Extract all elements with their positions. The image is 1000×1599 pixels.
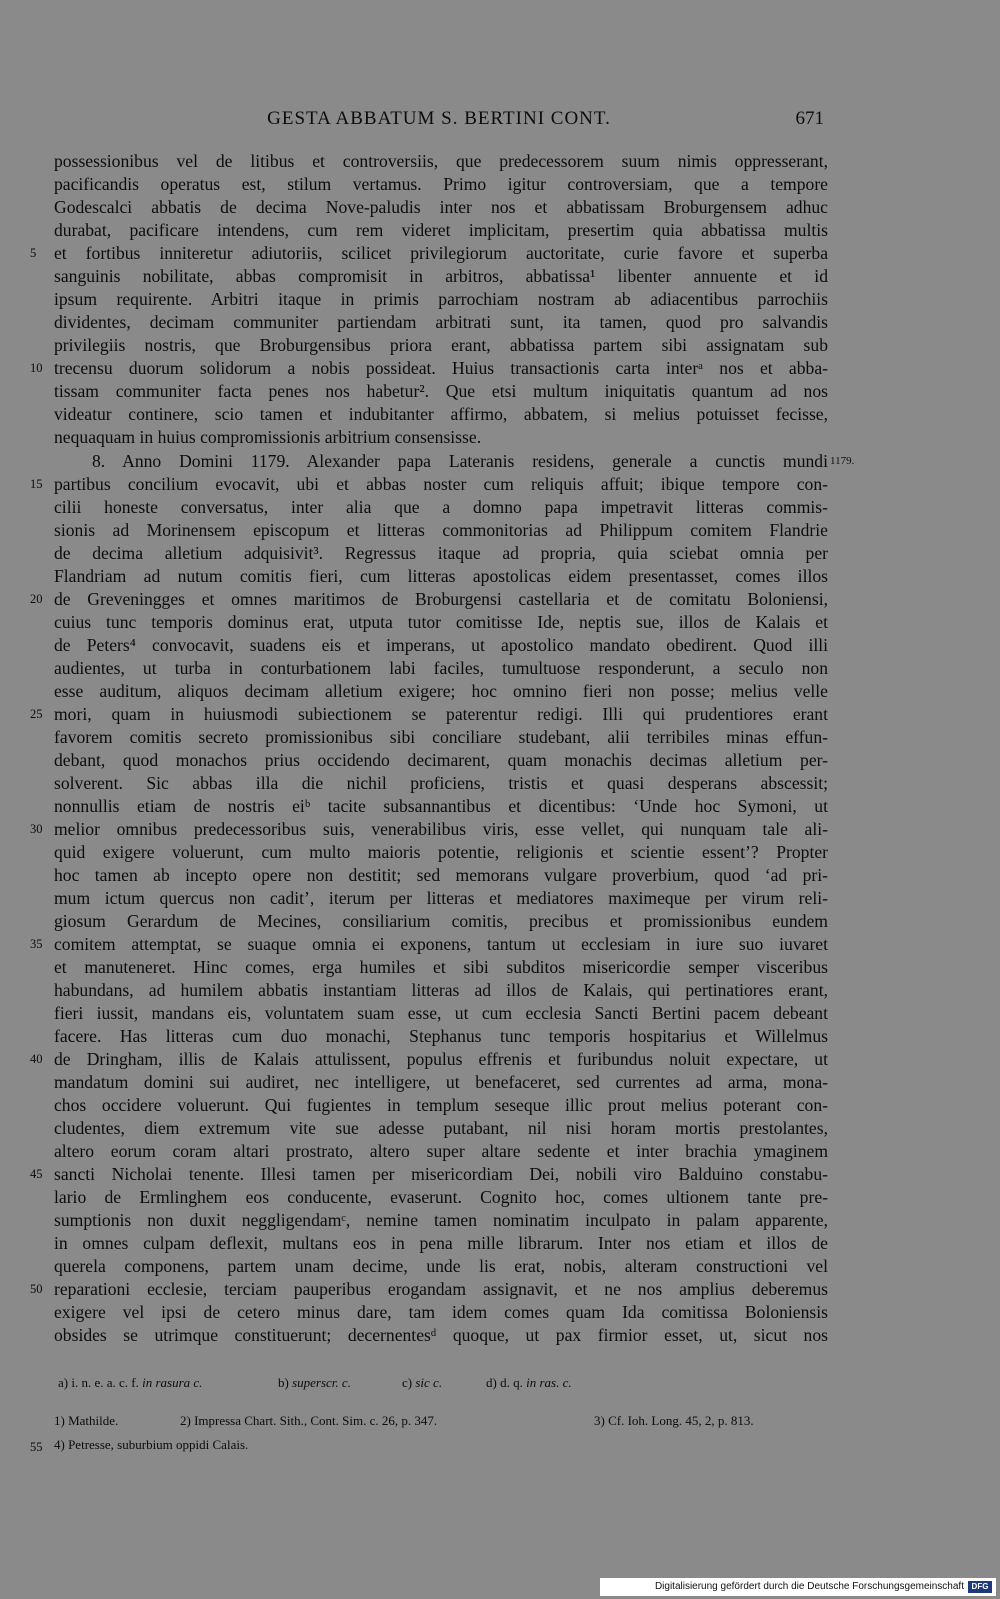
- text-line: facere. Has litteras cum duo monachi, Stephanus tunc temporis hospitarius et Willelmus: [54, 1026, 828, 1046]
- footnote-letter: d) d. q. in ras. c.: [486, 1375, 572, 1390]
- line-number: 25: [30, 707, 43, 721]
- text-line: de Dringham, illis de Kalais attulissent, populus effrenis et furibundus noluit expectare, ut: [54, 1049, 828, 1069]
- text-line: Flandriam ad nutum comitis fieri, cum litteras apostolicas eidem presentasset, comes illos: [54, 566, 828, 586]
- text-line: reparationi ecclesie, terciam pauperibus erogandam assignavit, et ne nos amplius deberemus: [54, 1279, 828, 1299]
- text-line: habundans, ad humilem abbatis instantiam litteras ad illos de Kalais, qui pertinatiores erant,: [54, 980, 828, 1000]
- text-line: cuius tunc temporis dominus erat, utputa tutor comitisse Ide, neptis sue, illos de Kalais et: [54, 612, 828, 632]
- text-line: favorem comitis secreto promissionibus sibi conciliare studebant, alii terribiles minas effun-: [54, 727, 828, 747]
- line-number: 30: [30, 822, 43, 836]
- text-line: hoc tamen ab incepto opere non destitit; sed memorans vulgare proverbium, quod ‘ad pri-: [54, 865, 828, 885]
- line-number: 5: [30, 246, 37, 260]
- line-number: 50: [30, 1282, 43, 1296]
- text-line: de Greveningges et omnes maritimos de Broburgensi castellaria et de comitatu Boloniensi,: [54, 589, 828, 609]
- footnote-letter: a) i. n. e. a. c. f. in rasura c.: [58, 1375, 203, 1390]
- footnote-number: 3) Cf. Ioh. Long. 45, 2, p. 813.: [594, 1413, 754, 1428]
- text-line: fieri iussit, mandans eis, voluntatem suam esse, ut cum ecclesia Sancti Bertini pacem debeant: [54, 1003, 828, 1023]
- text-line: mori, quam in huiusmodi subiectionem se paterentur redigi. Illi qui prudentiores erant: [54, 704, 828, 724]
- footnote-number: 4) Petresse, suburbium oppidi Calais.: [54, 1437, 249, 1452]
- text-line: Godescalci abbatis de decima Nove-paludis inter nos et abbatissam Broburgensem adhuc: [54, 197, 828, 217]
- text-line: de decima alletium adquisivit³. Regressus itaque ad propria, quia sciebat omnia per: [54, 543, 828, 563]
- text-line: nonnullis etiam de nostris eiᵇ tacite subsannantibus et dicentibus: ‘Unde hoc Symoni, ut: [54, 796, 828, 816]
- text-line: giosum Gerardum de Mecines, consiliarium comitis, precibus et promissionibus eundem: [54, 911, 828, 931]
- text-line: et manuteneret. Hinc comes, erga humiles et sibi subditos misericordie semper visceribus: [54, 957, 828, 977]
- text-line: esse auditum, aliquos decimam alletium exigere; hoc omnino fieri non posse; melius velle: [54, 681, 828, 701]
- running-title: GESTA ABBATUM S. BERTINI CONT.: [267, 108, 611, 129]
- text-line: de Peters⁴ convocavit, suadens eis et imperans, ut apostolico mandato obedirent. Quod illi: [54, 635, 828, 655]
- text-line: durabat, pacificare intendens, cum rem videret implicitam, presertim quia abbatissa multis: [54, 220, 828, 240]
- text-line: debant, quod monachos prius occidendo decimarent, quam monachis decimas alletium per-: [54, 750, 828, 770]
- text-line: melior omnibus predecessoribus suis, venerabilibus viris, esse vellet, qui nunquam tale ali-: [54, 819, 828, 839]
- text-line: comitem attemptat, se suaque omnia ei exponens, tantum ut ecclesiam in iure suo iuvaret: [54, 934, 828, 954]
- text-line: tissam communiter facta penes nos habetur². Que etsi multum iniquitatis quantum ad nos: [54, 381, 828, 401]
- text-line: videatur continere, scio tamen et indubitanter affirmo, abbatem, si melius potuisset fecisse,: [54, 404, 828, 424]
- text-line: audientes, ut turba in conturbationem labi faciles, tumultuose responderunt, a seculo non: [54, 658, 828, 678]
- text-line: [54, 1346, 828, 1370]
- line-number: 15: [30, 477, 43, 491]
- text-line: 8. Anno Domini 1179. Alexander papa Lateranis residens, generale a cunctis mundi: [92, 451, 828, 471]
- text-line: sionis ad Morinensem episcopum et litteras commonitorias ad Philippum comitem Flandrie: [54, 520, 828, 540]
- text-line: et fortibus inniteretur adiutoriis, scilicet privilegiorum auctoritate, curie favore et superba: [54, 243, 828, 263]
- text-line: cludentes, diem extremum vite sue adesse putabant, nil nisi horam mortis prestolantes,: [54, 1118, 828, 1138]
- text-line: sumptionis non duxit neggligendamᶜ, nemine tamen nominatim inculpato in palam apparente,: [54, 1210, 828, 1230]
- text-line: lario de Ermlinghem eos conducente, evaserunt. Cognito hoc, comes ultionem tante pre-: [54, 1187, 828, 1207]
- digitization-credit: [600, 1578, 996, 1596]
- line-number: 40: [30, 1052, 43, 1066]
- text-line: cilii honeste conversatus, inter alia que a domno papa impetravit litteras commis-: [54, 497, 828, 517]
- line-number: 55: [30, 1440, 43, 1454]
- text-line: pacificandis operatus est, stilum vertamus. Primo igitur controversiam, que a tempore: [54, 174, 828, 194]
- text-line: exigere vel ipsi de cetero minus dare, tam idem comes quam Ida comitissa Boloniensis: [54, 1302, 828, 1322]
- text-line: solverent. Sic abbas illa die nichil proficiens, tristis et quasi desperans abscessit;: [54, 773, 828, 793]
- line-number: 10: [30, 361, 43, 375]
- line-number: 20: [30, 592, 43, 606]
- dfg-logo: DFG: [968, 1581, 992, 1593]
- text-line: querela componens, partem unam decime, unde lis erat, nobis, alteram constructioni vel: [54, 1256, 828, 1276]
- text-line: sanguinis nobilitate, abbas compromisit in arbitros, abbatissa¹ libenter annuente et id: [54, 266, 828, 286]
- text-line: altero eorum coram altari prostrato, altero super altare sedente et inter brachia ymaginem: [54, 1141, 828, 1161]
- margin-year: 1179.: [830, 455, 855, 467]
- text-line: mandatum domini sui audiret, nec intelligere, ut benefaceret, sed currentes ad arma, mona-: [54, 1072, 828, 1092]
- text-line: sancti Nicholai tenente. Illesi tamen per misericordiam Dei, nobili viro Balduino constabu-: [54, 1164, 828, 1184]
- text-line: trecensu duorum solidorum a nobis possideat. Huius transactionis carta interᵃ nos et abba-: [54, 358, 828, 378]
- text-line: nequaquam in huius compromissionis arbitrium consensisse.: [54, 427, 482, 447]
- text-line: privilegiis nostris, que Broburgensibus priora erant, abbatissa partem sibi assignatam sub: [54, 335, 828, 355]
- footnote-number: 1) Mathilde.: [54, 1413, 119, 1428]
- text-line: possessionibus vel de litibus et controversiis, que predecessorem suum nimis oppresserant,: [54, 151, 828, 171]
- text-line: quid exigere voluerunt, cum multo maioris potentie, religionis et scientie essent’? Propter: [54, 842, 828, 862]
- footnote-letter: c) sic c.: [402, 1375, 443, 1390]
- text-line: chos occidere voluerunt. Qui fugientes in templum seseque illic prout melius poterant con-: [54, 1095, 828, 1115]
- text-line: dividentes, decimam communiter partiendam arbitrati sunt, ita tamen, quod pro salvandis: [54, 312, 828, 332]
- footnote-number: 2) Impressa Chart. Sith., Cont. Sim. c. 26, p. 347.: [180, 1413, 438, 1428]
- line-number: 35: [30, 937, 43, 951]
- text-line: ipsum requirente. Arbitri itaque in primis parrochiam nostram ab adiacentibus parrochiis: [54, 289, 828, 309]
- text-line: mum ictum quercus non cadit’, iterum per litteras et mediatores maximeque per virum reli-: [54, 888, 828, 908]
- text-line: partibus concilium evocavit, ubi et abbas noster cum reliquis affuit; ibique tempore con-: [54, 474, 828, 494]
- text-line: obsides se utrimque constituerunt; decernentesᵈ quoque, ut pax firmior esset, ut, sicut nos: [54, 1325, 828, 1345]
- page-number: 671: [795, 108, 824, 129]
- line-number: 45: [30, 1167, 43, 1181]
- text-line: in omnes culpam deflexit, multans eos in pena mille librarum. Inter nos etiam et illos de: [54, 1233, 828, 1253]
- running-header: [54, 108, 824, 138]
- credit-text: Digitalisierung gefördert durch die Deutsche Forschungsgemeinschaft: [654, 1581, 964, 1592]
- footnote-letter: b) superscr. c.: [278, 1375, 351, 1390]
